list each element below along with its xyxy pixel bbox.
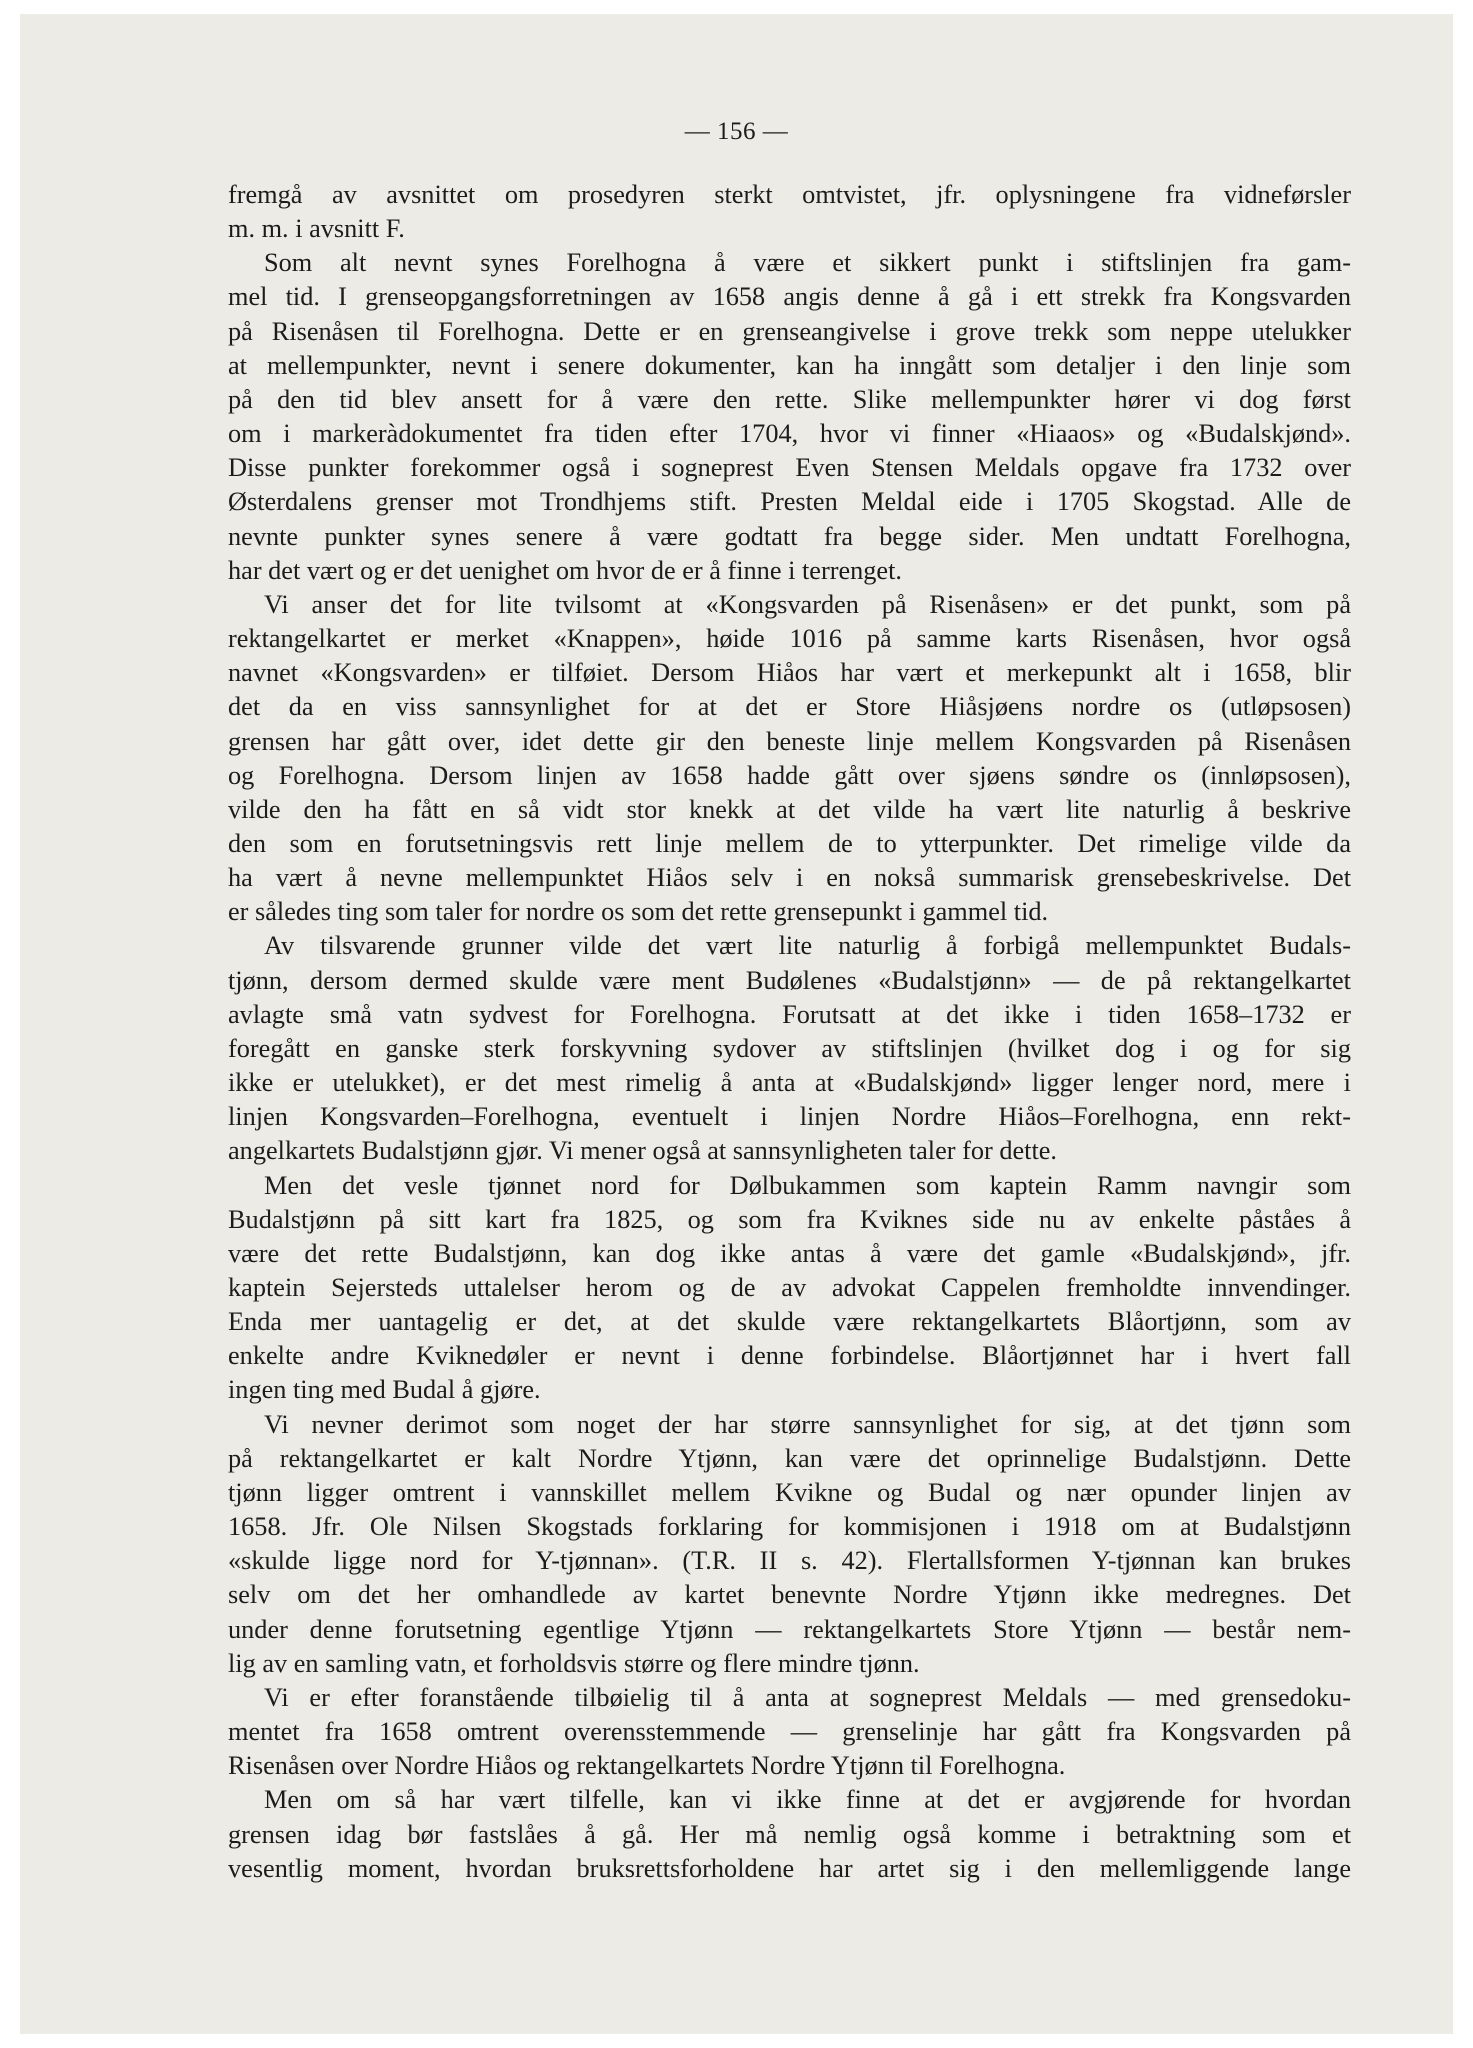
text-line <box>228 1237 1351 1271</box>
text-line <box>228 1749 1351 1783</box>
text-line-content: har det vært og er det uenighet om hvor de er å finne i terrenget. <box>228 555 902 585</box>
text-line-content: avlagte små vatn sydvest for Forelhogna. Forutsatt at det ikke i tiden 1658–1732 er <box>228 999 1351 1029</box>
text-line <box>228 212 1351 246</box>
text-line <box>228 383 1351 417</box>
text-line-content: tjønn, dersom dermed skulde være ment Budølenes «Budalstjønn» — de på rektangelkartet <box>228 965 1351 995</box>
page-number: — 156 — <box>684 118 789 145</box>
text-line-content: Vi er efter foranstående tilbøielig til å anta at sogneprest Meldals — med grensedoku- <box>264 1682 1351 1712</box>
text-line <box>228 1510 1351 1544</box>
text-line <box>228 725 1351 759</box>
text-line <box>228 178 1351 212</box>
text-line <box>228 1613 1351 1647</box>
text-line <box>228 1442 1351 1476</box>
text-line <box>228 1373 1351 1407</box>
text-line-content: det da en viss sannsynlighet for at det er Store Hiåsjøens nordre os (utløpsosen) <box>228 692 1351 722</box>
text-line <box>228 1203 1351 1237</box>
text-line-content: den som en forutsetningsvis rett linje mellem de to ytterpunkter. Det rimelige vilde da <box>228 828 1351 858</box>
text-line <box>228 280 1351 314</box>
text-line-content: mentet fra 1658 omtrent overensstemmende — grenselinje har gått fra Kongsvarden på <box>228 1717 1351 1747</box>
text-line-content: under denne forutsetning egentlige Ytjønn — rektangelkartets Store Ytjønn — består nem- <box>228 1614 1351 1644</box>
text-line <box>228 1271 1351 1305</box>
text-line-content: Men om så har vært tilfelle, kan vi ikke finne at det er avgjørende for hvordan <box>264 1785 1351 1815</box>
text-line-content: er således ting som taler for nordre os som det rette grensepunkt i gammel tid. <box>228 897 1049 927</box>
text-line-content: vesentlig moment, hvordan bruksrettsforholdene har artet sig i den mellemliggende lange <box>228 1853 1351 1883</box>
text-line <box>228 588 1351 622</box>
text-line-content: enkelte andre Kviknedøler er nevnt i denne forbindelse. Blåortjønnet har i hvert fall <box>228 1341 1351 1371</box>
text-line <box>228 1647 1351 1681</box>
text-line-content: tjønn ligger omtrent i vannskillet mellem Kvikne og Budal og nær opunder linjen av <box>228 1477 1351 1507</box>
text-line <box>228 1100 1351 1134</box>
text-line-content: vilde den ha fått en så vidt stor knekk at det vilde ha vært lite naturlig å beskrive <box>228 794 1351 824</box>
text-line <box>228 1066 1351 1100</box>
text-line-content: Vi anser det for lite tvilsomt at «Kongsvarden på Risenåsen» er det punkt, som på <box>264 589 1351 619</box>
text-line-content: grensen har gått over, idet dette gir den beneste linje mellem Kongsvarden på Risenåsen <box>228 726 1351 756</box>
text-line <box>228 1408 1351 1442</box>
text-line <box>228 895 1351 929</box>
text-line <box>228 827 1351 861</box>
text-line-content: og Forelhogna. Dersom linjen av 1658 hadde gått over sjøens søndre os (innløpsosen), <box>228 760 1351 790</box>
text-line <box>228 1783 1351 1817</box>
text-line-content: Enda mer uantagelig er det, at det skulde være rektangelkartets Blåortjønn, som av <box>228 1307 1351 1337</box>
text-line <box>228 793 1351 827</box>
text-line <box>228 315 1351 349</box>
text-line <box>228 998 1351 1032</box>
body-text <box>228 178 1351 1886</box>
text-line-content: m. m. i avsnitt F. <box>228 214 405 244</box>
text-line-content: på Risenåsen til Forelhogna. Dette er en grenseangivelse i grove trekk som neppe utelukker <box>228 316 1351 346</box>
text-line <box>228 349 1351 383</box>
text-line-content: navnet «Kongsvarden» er tilføiet. Dersom Hiåos har vært et merkepunkt alt i 1658, blir <box>228 658 1351 688</box>
text-line-content: at mellempunkter, nevnt i senere dokumenter, kan ha inngått som detaljer i den linje som <box>228 350 1351 380</box>
text-line-content: nevnte punkter synes senere å være godtatt fra begge sider. Men undtatt Forelhogna, <box>228 521 1351 551</box>
text-line <box>228 1578 1351 1612</box>
text-line-content: 1658. Jfr. Ole Nilsen Skogstads forklaring for kommisjonen i 1918 om at Budalstjønn <box>228 1512 1351 1542</box>
text-line <box>228 554 1351 588</box>
text-line <box>228 964 1351 998</box>
text-line <box>228 1339 1351 1373</box>
text-line-content: Østerdalens grenser mot Trondhjems stift. Presten Meldal eide i 1705 Skogstad. Alle de <box>228 487 1351 517</box>
text-line-content: Vi nevner derimot som noget der har større sannsynlighet for sig, at det tjønn som <box>264 1409 1351 1439</box>
text-line <box>228 1852 1351 1886</box>
text-line-content: Men det vesle tjønnet nord for Dølbukammen som kaptein Ramm navngir som <box>264 1170 1351 1200</box>
text-line-content: om i markeràdokumentet fra tiden efter 1704, hvor vi finner «Hiaaos» og «Budalskjønd». <box>228 419 1351 449</box>
text-line <box>228 1305 1351 1339</box>
text-line-content: Disse punkter forekommer også i sogneprest Even Stensen Meldals opgave fra 1732 over <box>228 453 1351 483</box>
text-line <box>228 520 1351 554</box>
text-line-content: Som alt nevnt synes Forelhogna å være et sikkert punkt i stiftslinjen fra gam- <box>264 248 1351 278</box>
text-line-content: på rektangelkartet er kalt Nordre Ytjønn, kan være det oprinnelige Budalstjønn. Dette <box>228 1443 1351 1473</box>
text-line <box>228 1476 1351 1510</box>
text-line-content: på den tid blev ansett for å være den rette. Slike mellempunkter hører vi dog først <box>228 384 1351 414</box>
text-line-content: Risenåsen over Nordre Hiåos og rektangelkartets Nordre Ytjønn til Forelhogna. <box>228 1751 1066 1781</box>
text-line-content: være det rette Budalstjønn, kan dog ikke antas å være det gamle «Budalskjønd», jfr. <box>228 1238 1351 1268</box>
text-line-content: rektangelkartet er merket «Knappen», høide 1016 på samme karts Risenåsen, hvor også <box>228 624 1351 654</box>
text-line <box>228 929 1351 963</box>
text-line <box>228 485 1351 519</box>
text-line-content: Budalstjønn på sitt kart fra 1825, og som fra Kviknes side nu av enkelte påståes å <box>228 1204 1351 1234</box>
text-line <box>228 759 1351 793</box>
text-line-content: grensen idag bør fastslåes å gå. Her må nemlig også komme i betraktning som et <box>228 1819 1351 1849</box>
text-line <box>228 451 1351 485</box>
text-line-content: kaptein Sejersteds uttalelser herom og de av advokat Cappelen fremholdte innvendinger. <box>228 1273 1351 1302</box>
text-line <box>228 1715 1351 1749</box>
text-line-content: ha vært å nevne mellempunktet Hiåos selv i en nokså summarisk grensebeskrivelse. Det <box>228 863 1351 893</box>
text-line <box>228 861 1351 895</box>
text-line-content: mel tid. I grenseopgangsforretningen av 1658 angis denne å gå i ett strekk fra Kongsvarden <box>228 282 1351 312</box>
text-line-content: lig av en samling vatn, et forholdsvis større og flere mindre tjønn. <box>228 1648 920 1678</box>
text-line-content: fremgå av avsnittet om prosedyren sterkt omtvistet, jfr. oplysningene fra vidneførsler <box>228 180 1351 209</box>
text-line <box>228 622 1351 656</box>
text-line <box>228 1544 1351 1578</box>
text-line-content: angelkartets Budalstjønn gjør. Vi mener også at sannsynligheten taler for dette. <box>228 1136 1057 1166</box>
text-line <box>228 656 1351 690</box>
text-line <box>228 690 1351 724</box>
text-line-content: ikke er utelukket), er det mest rimelig å anta at «Budalskjønd» ligger lenger nord, mere i <box>228 1068 1351 1098</box>
text-line <box>228 246 1351 280</box>
text-line <box>228 1681 1351 1715</box>
text-line-content: linjen Kongsvarden–Forelhogna, eventuelt i linjen Nordre Hiåos–Forelhogna, enn rekt- <box>228 1102 1351 1132</box>
text-line <box>228 1169 1351 1203</box>
text-line <box>228 1134 1351 1168</box>
text-line-content: «skulde ligge nord for Y-tjønnan». (T.R. II s. 42). Flertallsformen Y-tjønnan kan brukes <box>228 1546 1351 1576</box>
text-line <box>228 1818 1351 1852</box>
text-line-content: ingen ting med Budal å gjøre. <box>228 1375 541 1405</box>
text-line-content: foregått en ganske sterk forskyvning sydover av stiftslinjen (hvilket dog i og for sig <box>228 1033 1351 1063</box>
text-line-content: Av tilsvarende grunner vilde det vært lite naturlig å forbigå mellempunktet Budals- <box>264 931 1351 961</box>
text-line-content: selv om det her omhandlede av kartet benevnte Nordre Ytjønn ikke medregnes. Det <box>228 1580 1351 1610</box>
text-line <box>228 1032 1351 1066</box>
text-line <box>228 417 1351 451</box>
